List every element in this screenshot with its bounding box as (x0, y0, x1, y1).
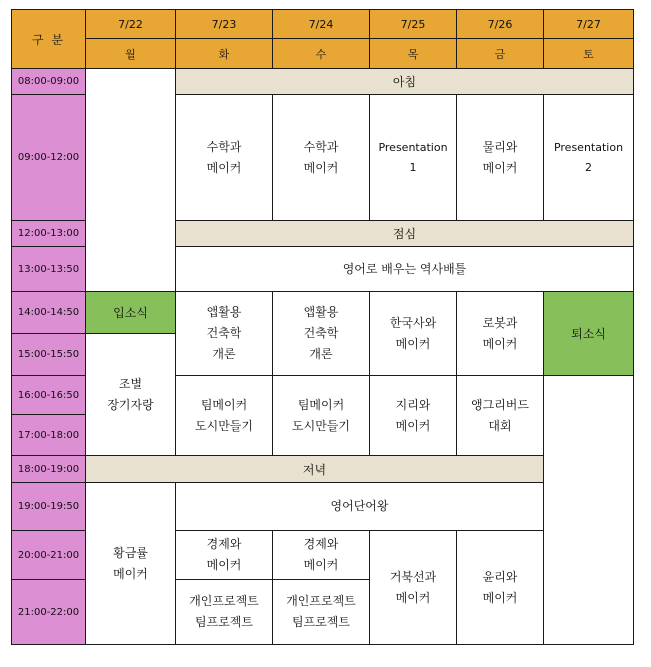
date-sat: 7/27 (544, 10, 634, 39)
day-mon: 월 (86, 39, 176, 69)
class-line: 메이커 (482, 160, 518, 175)
class-cell (273, 531, 370, 580)
class-line: 메이커 (395, 418, 431, 433)
class-cell (273, 376, 370, 456)
class-cell (86, 334, 176, 456)
class-line: 개론 (309, 347, 333, 361)
class-line: 메이커 (206, 558, 242, 572)
class-line: 2 (585, 160, 592, 174)
class-line: 건축학 (206, 326, 242, 340)
class-line: 지리와 (395, 397, 431, 412)
class-cell (457, 95, 544, 221)
class-line: 메이커 (395, 336, 431, 351)
date-fri: 7/26 (457, 10, 544, 39)
date-tue: 7/23 (176, 10, 273, 39)
time-slot: 13:00-13:50 (12, 247, 86, 292)
class-cell (273, 580, 370, 645)
header-label: 구 분 (12, 10, 86, 69)
class-line: 수학과 (206, 139, 242, 154)
schedule-table (11, 9, 634, 645)
time-slot: 16:00-16:50 (12, 376, 86, 415)
class-line: Presentation (378, 141, 448, 155)
class-line: 도시만들기 (292, 418, 350, 433)
class-cell (176, 292, 273, 376)
time-slot: 15:00-15:50 (12, 334, 86, 376)
class-cell (176, 95, 273, 221)
time-slot: 21:00-22:00 (12, 580, 86, 645)
class-line: 팀메이커 (200, 397, 248, 412)
dinner-band: 저녁 (86, 456, 544, 483)
class-cell (273, 292, 370, 376)
class-cell (370, 531, 457, 645)
class-line: 메이커 (395, 590, 431, 605)
opening-ceremony-cell: 입소식 (86, 292, 176, 334)
class-line: 도시만들기 (195, 418, 253, 433)
class-cell (176, 376, 273, 456)
day-sat: 토 (544, 39, 634, 69)
day-thu: 목 (370, 39, 457, 69)
class-line: 한국사와 (389, 315, 437, 330)
class-line: 메이커 (303, 558, 339, 572)
class-cell (544, 95, 634, 221)
class-cell (457, 376, 544, 456)
class-line: 팀프로젝트 (292, 615, 350, 629)
class-cell (86, 483, 176, 645)
empty-cell (86, 69, 176, 292)
time-slot: 19:00-19:50 (12, 483, 86, 531)
class-line: 메이커 (303, 160, 339, 175)
class-line: 로봇과 (482, 315, 518, 330)
class-line: 조별 (118, 376, 143, 391)
time-slot: 09:00-12:00 (12, 95, 86, 221)
class-line: 1 (409, 160, 417, 174)
class-line: 윤리와 (482, 569, 518, 584)
history-battle-cell: 영어로 배우는 역사배틀 (176, 247, 634, 292)
class-line: 개론 (212, 347, 236, 361)
time-slot: 17:00-18:00 (12, 415, 86, 456)
empty-cell (544, 376, 634, 645)
class-cell (370, 292, 457, 376)
day-fri: 금 (457, 39, 544, 69)
class-line: 거북선과 (389, 569, 437, 584)
class-line: 개인프로젝트 (189, 594, 259, 608)
class-line: 앵그리버드 (471, 397, 529, 412)
date-thu: 7/25 (370, 10, 457, 39)
class-cell (176, 531, 273, 580)
class-line: 대회 (488, 418, 512, 433)
date-wed: 7/24 (273, 10, 370, 39)
class-line: 수학과 (303, 139, 339, 154)
lunch-band: 점심 (176, 221, 634, 247)
time-slot: 08:00-09:00 (12, 69, 86, 95)
class-line: 앱활용 (303, 305, 339, 319)
time-slot: 12:00-13:00 (12, 221, 86, 247)
word-king-cell: 영어단어왕 (176, 483, 544, 531)
class-line: 물리와 (482, 139, 518, 154)
class-cell (176, 580, 273, 645)
class-line: 장기자랑 (107, 397, 154, 412)
class-line: 건축학 (303, 326, 339, 340)
day-tue: 화 (176, 39, 273, 69)
class-cell (370, 95, 457, 221)
class-line: 경제와 (206, 537, 242, 551)
class-cell (273, 95, 370, 221)
time-slot: 14:00-14:50 (12, 292, 86, 334)
date-mon: 7/22 (86, 10, 176, 39)
class-line: 개인프로젝트 (286, 594, 356, 608)
class-line: 메이커 (113, 566, 148, 581)
class-cell (370, 376, 457, 456)
class-line: 팀프로젝트 (195, 615, 253, 629)
class-line: 경제와 (303, 537, 339, 551)
day-wed: 수 (273, 39, 370, 69)
class-line: 황금률 (113, 545, 148, 560)
class-line: 앱활용 (206, 305, 242, 319)
class-cell (457, 292, 544, 376)
class-line: 메이커 (206, 160, 242, 175)
closing-ceremony-cell: 퇴소식 (544, 292, 634, 376)
class-line: Presentation (553, 141, 624, 155)
class-line: 메이커 (482, 336, 518, 351)
time-slot: 20:00-21:00 (12, 531, 86, 580)
breakfast-band: 아침 (176, 69, 634, 95)
time-slot: 18:00-19:00 (12, 456, 86, 483)
class-line: 메이커 (482, 590, 518, 605)
class-line: 팀메이커 (297, 397, 345, 412)
class-cell (457, 531, 544, 645)
